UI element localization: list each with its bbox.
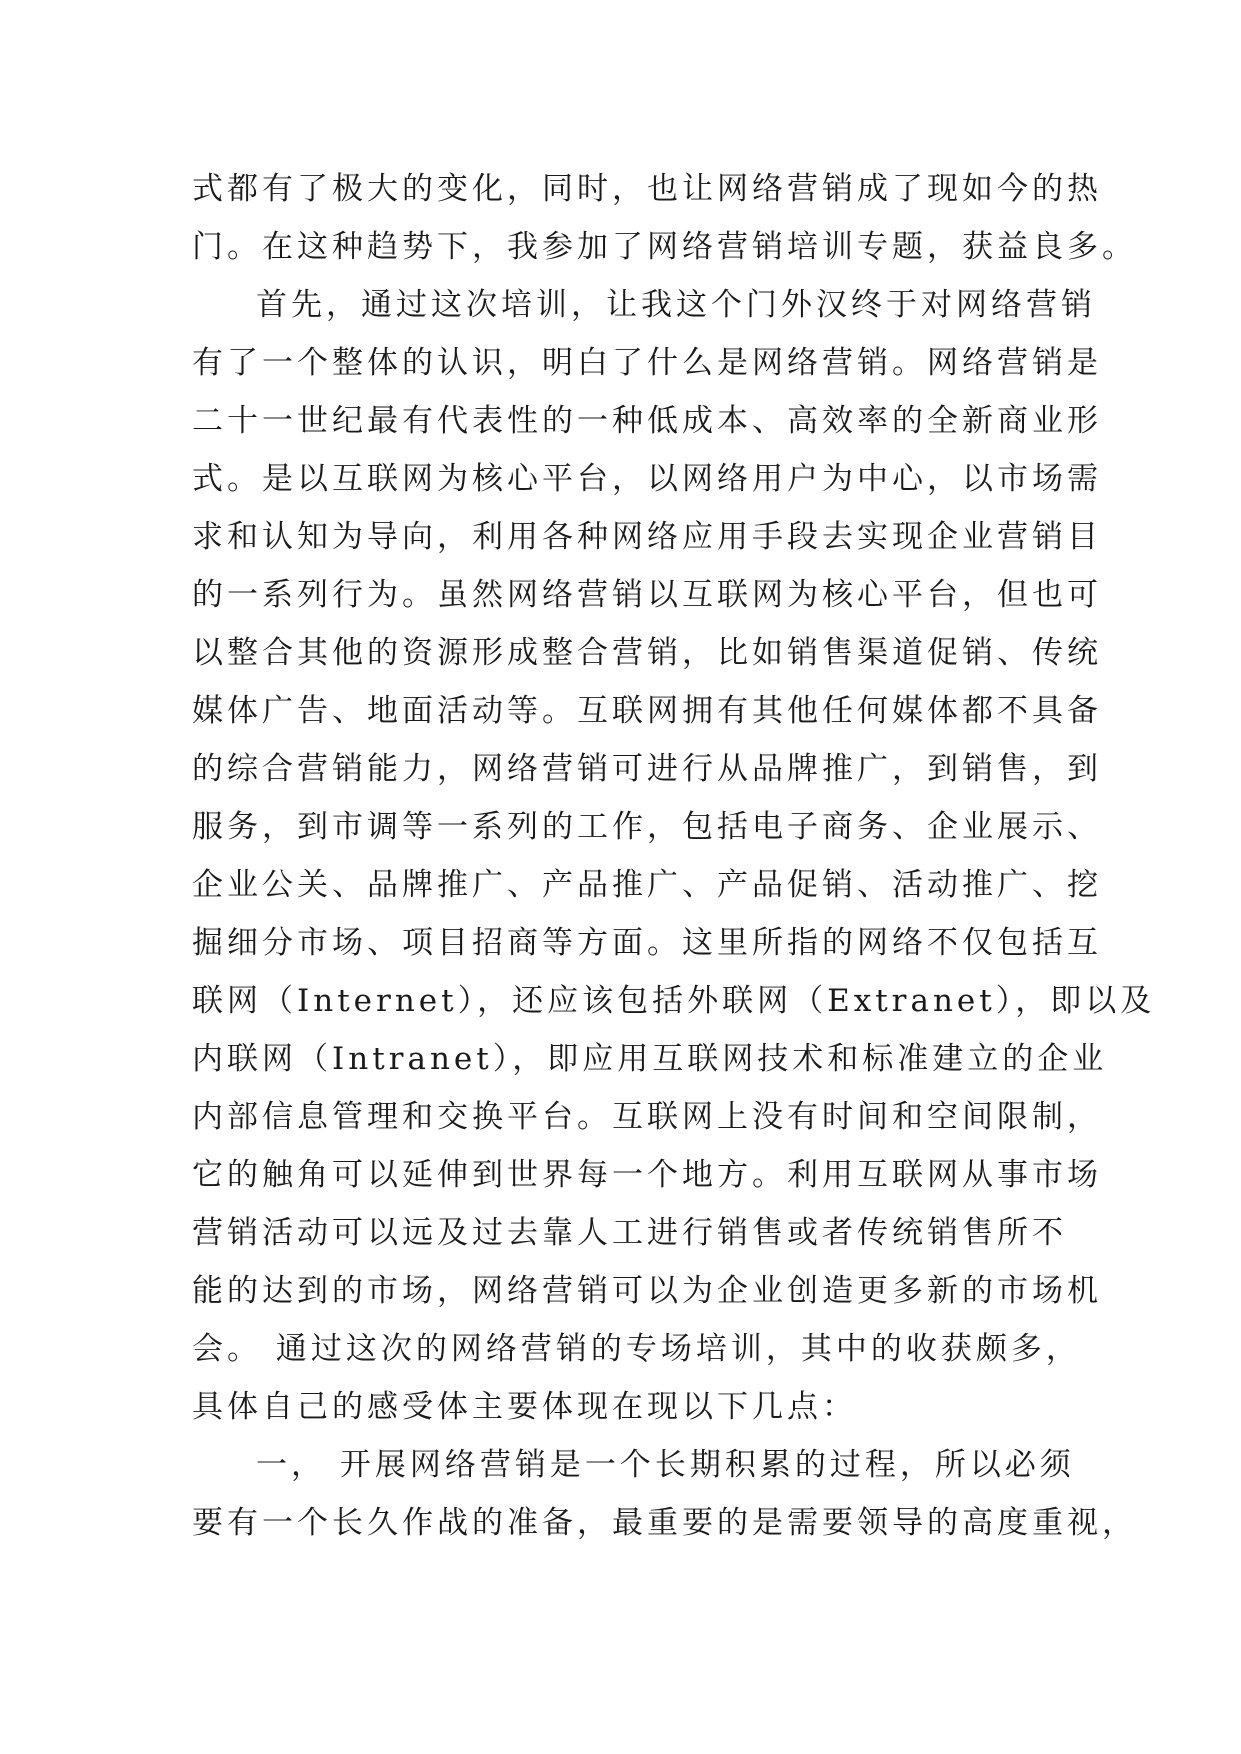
body-text <box>192 160 1156 1552</box>
text-line: 能的达到的市场，网络营销可以为企业创造更多新的市场机 <box>192 1273 1102 1309</box>
text-line: 掘细分市场、项目招商等方面。这里所指的网络不仅包括互 <box>192 925 1102 961</box>
text-line: 的一系列行为。虽然网络营销以互联网为核心平台，但也可 <box>192 577 1102 613</box>
text-line: 联网（Internet），还应该包括外联网（Extranet），即以及 <box>192 983 1156 1019</box>
text-line: 内联网（Intranet），即应用互联网技术和标准建立的企业 <box>192 1041 1108 1077</box>
text-line: 要有一个长久作战的准备，最重要的是需要领导的高度重视， <box>192 1505 1137 1541</box>
text-line: 二十一世纪最有代表性的一种低成本、高效率的全新商业形 <box>192 403 1102 439</box>
paragraph-first-line: 首先，通过这次培训，让我这个门外汉终于对网络营销 <box>256 287 1096 323</box>
text-line: 内部信息管理和交换平台。互联网上没有时间和空间限制， <box>192 1099 1102 1135</box>
text-line: 有了一个整体的认识，明白了什么是网络营销。网络营销是 <box>192 345 1102 381</box>
text-line: 媒体广告、地面活动等。互联网拥有其他任何媒体都不具备 <box>192 693 1102 729</box>
text-line: 式。是以互联网为核心平台，以网络用户为中心，以市场需 <box>192 461 1102 497</box>
text-line: 会。 通过这次的网络营销的专场培训，其中的收获颇多， <box>192 1331 1081 1367</box>
list-item-first-line: 一， 开展网络营销是一个长期积累的过程，所以必须 <box>256 1447 1075 1483</box>
text-line: 它的触角可以延伸到世界每一个地方。利用互联网从事市场 <box>192 1157 1102 1193</box>
text-line: 服务，到市调等一系列的工作，包括电子商务、企业展示、 <box>192 809 1102 845</box>
text-line: 求和认知为导向，利用各种网络应用手段去实现企业营销目 <box>192 519 1102 555</box>
text-line: 式都有了极大的变化，同时，也让网络营销成了现如今的热 <box>192 171 1102 207</box>
text-line: 具体自己的感受体主要体现在现以下几点： <box>192 1389 857 1425</box>
text-line: 的综合营销能力，网络营销可进行从品牌推广，到销售，到 <box>192 751 1102 787</box>
text-line: 门。在这种趋势下，我参加了网络营销培训专题，获益良多。 <box>192 229 1137 265</box>
text-line: 营销活动可以远及过去靠人工进行销售或者传统销售所不 <box>192 1215 1067 1251</box>
text-line: 以整合其他的资源形成整合营销，比如销售渠道促销、传统 <box>192 635 1102 671</box>
text-line: 企业公关、品牌推广、产品推广、产品促销、活动推广、挖 <box>192 867 1102 903</box>
